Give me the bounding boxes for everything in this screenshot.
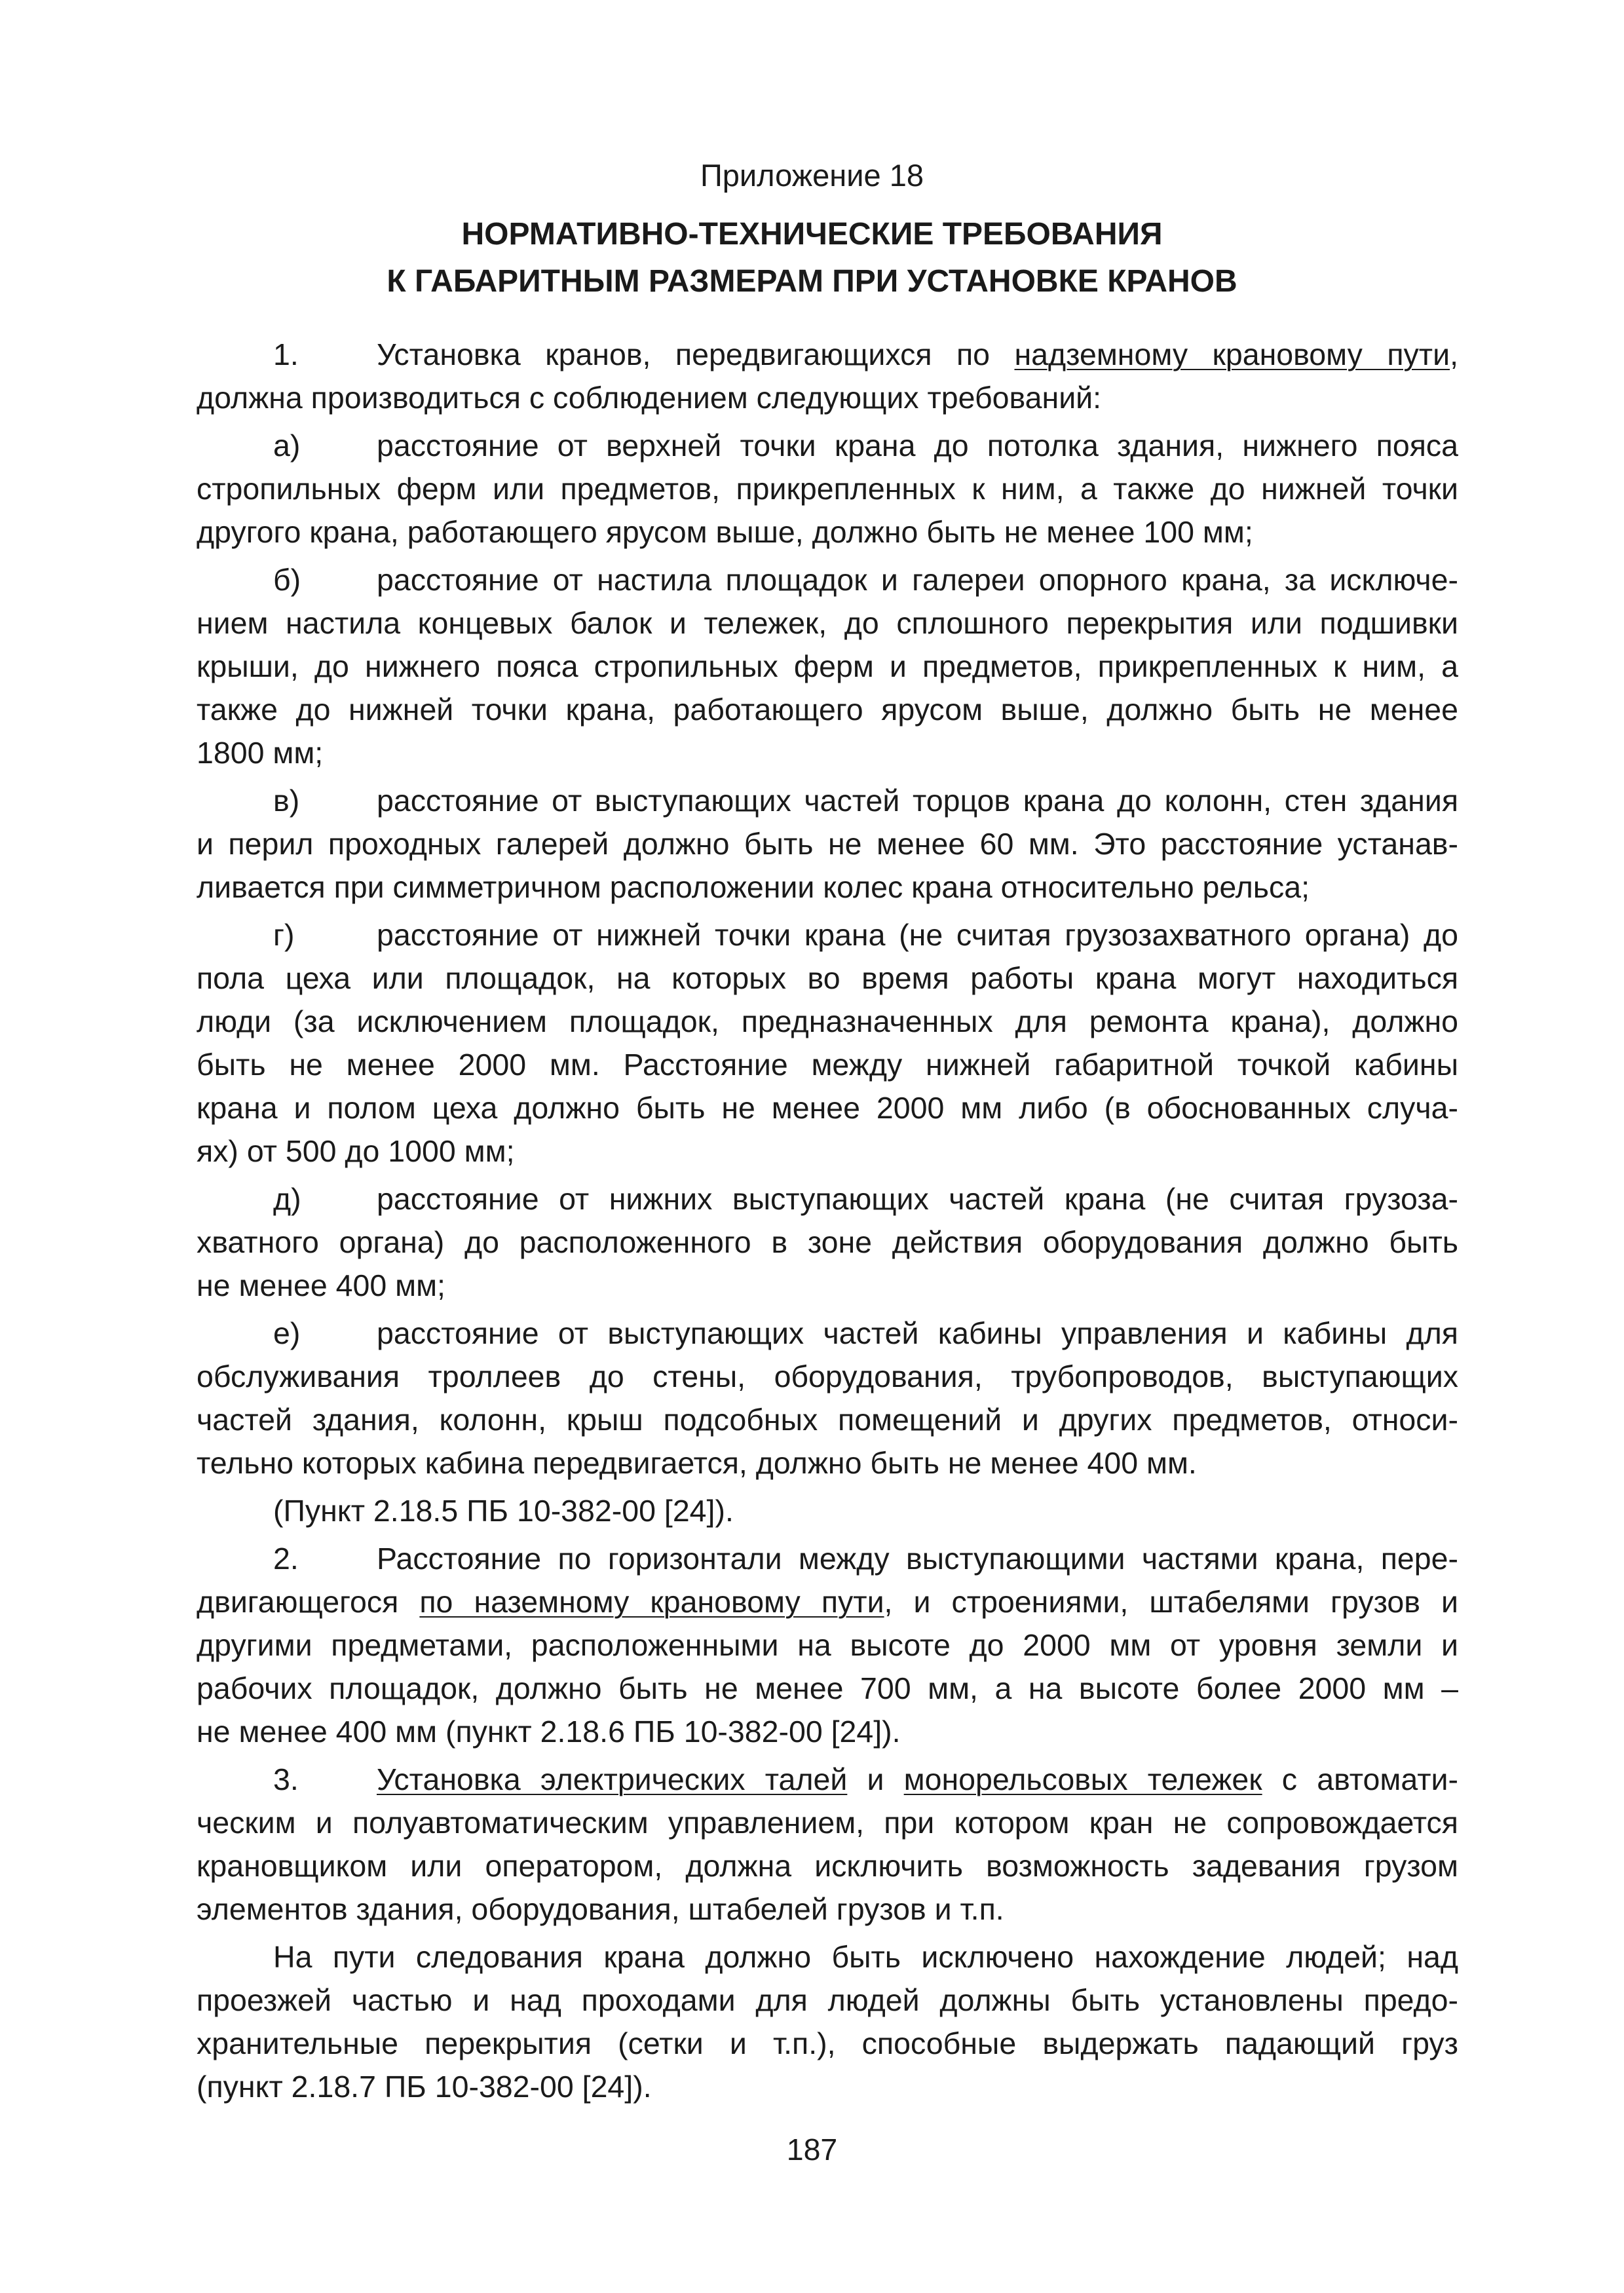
text-run: проезжей частью и над проходами для людей должны быть установлены предо- [197,1983,1458,2017]
text-run: расстояние от выступающих частей кабины управления и кабины для [377,1316,1458,1350]
text-run: расстояние от верхней точки крана до потолка здания, нижнего пояса [377,428,1458,463]
paragraph [197,1177,1458,1307]
paragraph-line [197,779,1458,822]
paragraph-line [197,1580,1458,1623]
text-run: расстояние от нижних выступающих частей крана (не считая грузоза- [377,1182,1458,1216]
paragraph-line [197,1710,1458,1753]
text-run: рабочих площадок, должно быть не менее 700 мм, а на высоте более 2000 мм – [197,1671,1458,1705]
text-run: (пункт 2.18.7 ПБ 10-382-00 [24]). [197,2070,652,2104]
paragraph-line [197,1489,1458,1532]
document-title-line-2: К ГАБАРИТНЫМ РАЗМЕРАМ ПРИ УСТАНОВКЕ КРАНОВ [387,264,1237,299]
paragraph-line [197,865,1458,909]
list-marker: в) [273,784,300,818]
paragraph-line [197,1177,1458,1221]
text-run: должна производиться с соблюдением следующих требований: [197,381,1102,415]
paragraph-line [197,1264,1458,1307]
paragraph-line [197,731,1458,774]
paragraph [197,779,1458,909]
text-run: тельно которых кабина передвигается, должно быть не менее 400 мм. [197,1446,1197,1480]
appendix-label: Приложение 18 [700,158,924,193]
text-run: и [847,1762,904,1796]
paragraph [197,1489,1458,1532]
text-run: 1800 мм; [197,736,324,770]
underlined-term: Установка электрических талей [377,1762,848,1796]
paragraph-line [197,1221,1458,1264]
paragraph-line [197,1758,1458,1801]
text-run: крана и полом цеха должно быть не менее 2000 мм либо (в обоснованных случа- [197,1091,1458,1125]
paragraph [197,1758,1458,1931]
list-marker: 2. [273,1542,299,1576]
text-run: частей здания, колонн, крыш подсобных помещений и других предметов, относи- [197,1403,1458,1437]
paragraph-line [197,510,1458,554]
paragraph-line [197,1312,1458,1355]
text-run: хватного органа) до расположенного в зоне действия оборудования должно быть [197,1225,1458,1259]
paragraph-line [197,1935,1458,1979]
paragraph-line [197,1086,1458,1129]
list-marker: г) [273,918,295,952]
paragraph-line [197,1043,1458,1086]
paragraph-line [197,558,1458,601]
text-run: быть не менее 2000 мм. Расстояние между нижней габаритной точкой кабины [197,1048,1458,1082]
paragraph [197,1537,1458,1753]
text-run: пола цеха или площадок, на которых во время работы крана могут находиться [197,961,1458,995]
text-run: не менее 400 мм; [197,1268,445,1302]
text-run: хранительные перекрытия (сетки и т.п.), способные выдержать падающий груз [197,2026,1458,2060]
paragraph-line [197,1844,1458,1887]
text-run: не менее 400 мм (пункт 2.18.6 ПБ 10-382-00 [24]). [197,1715,901,1749]
text-run: и перил проходных галерей должно быть не менее 60 мм. Это расстояние устанав- [197,827,1458,861]
paragraph-line [197,1887,1458,1931]
document-title-line-1: НОРМАТИВНО-ТЕХНИЧЕСКИЕ ТРЕБОВАНИЯ [461,217,1163,252]
text-run: с автомати- [1262,1762,1458,1796]
text-run: люди (за исключением площадок, предназначенных для ремонта крана), должно [197,1004,1458,1038]
paragraph [197,913,1458,1173]
paragraph-line [197,1000,1458,1043]
list-marker: а) [273,428,301,463]
paragraph-line [197,913,1458,957]
paragraph-line [197,2065,1458,2108]
page-number: 187 [786,2132,838,2167]
text-run: обслуживания троллеев до стены, оборудования, трубопроводов, выступающих [197,1359,1458,1393]
paragraph-line [197,376,1458,419]
paragraph-line [197,1537,1458,1580]
paragraph-line [197,333,1458,376]
text-run: крыши, до нижнего пояса стропильных ферм и предметов, прикрепленных к ним, а [197,649,1458,683]
text-run: расстояние от настила площадок и галереи опорного крана, за исключе- [377,563,1458,597]
paragraph-line [197,688,1458,731]
paragraph [197,558,1458,774]
text-run: нием настила концевых балок и тележек, до сплошного перекрытия или подшивки [197,606,1458,640]
paragraph [197,1935,1458,2108]
paragraph [197,1312,1458,1485]
paragraph-line [197,424,1458,467]
text-run: , [1450,337,1458,371]
text-run: расстояние от выступающих частей торцов крана до колонн, стен здания [377,784,1458,818]
underlined-term: монорельсовых тележек [903,1762,1262,1796]
list-marker: 1. [273,337,299,371]
paragraph [197,424,1458,554]
paragraph [197,333,1458,419]
text-run: стропильных ферм или предметов, прикрепленных к ним, а также до нижней точки [197,472,1458,506]
text-run: расстояние от нижней точки крана (не считая грузозахватного органа) до [377,918,1458,952]
paragraph-line [197,1801,1458,1844]
paragraph-line [197,1398,1458,1441]
text-run: (Пункт 2.18.5 ПБ 10-382-00 [24]). [273,1494,734,1528]
text-run: На пути следования крана должно быть исключено нахождение людей; над [273,1940,1458,1974]
paragraph-line [197,2022,1458,2065]
paragraph-line [197,822,1458,865]
paragraph-line [197,467,1458,510]
paragraph-line [197,1623,1458,1667]
list-marker: 3. [273,1762,299,1796]
text-run: , и строениями, штабелями грузов и [884,1585,1458,1619]
underlined-term: по наземному крановому пути [419,1585,884,1619]
text-run: другими предметами, расположенными на высоте до 2000 мм от уровня земли и [197,1628,1458,1662]
paragraph-line [197,957,1458,1000]
text-run: ливается при симметричном расположении колес крана относительно рельса; [197,870,1310,904]
text-run: другого крана, работающего ярусом выше, должно быть не менее 100 мм; [197,515,1253,549]
paragraph-line [197,601,1458,645]
paragraph-line [197,1355,1458,1398]
document-body [197,333,1458,2113]
paragraph-line [197,645,1458,688]
underlined-term: надземному крановому пути [1014,337,1450,371]
text-run: элементов здания, оборудования, штабелей грузов и т.п. [197,1892,1004,1926]
paragraph-line [197,1441,1458,1485]
paragraph-line [197,1129,1458,1173]
list-marker: е) [273,1316,301,1350]
text-run: также до нижней точки крана, работающего ярусом выше, должно быть не менее [197,692,1458,727]
paragraph-line [197,1979,1458,2022]
list-marker: б) [273,563,301,597]
text-run: двигающегося [197,1585,420,1619]
list-marker: д) [273,1182,301,1216]
paragraph-line [197,1667,1458,1710]
text-run: Установка кранов, передвигающихся по [377,337,1015,371]
text-run: ческим и полуавтоматическим управлением, при котором кран не сопровождается [197,1806,1458,1840]
text-run: крановщиком или оператором, должна исключить возможность задевания грузом [197,1849,1458,1883]
text-run: Расстояние по горизонтали между выступающими частями крана, пере- [377,1542,1458,1576]
text-run: ях) от 500 до 1000 мм; [197,1134,515,1168]
